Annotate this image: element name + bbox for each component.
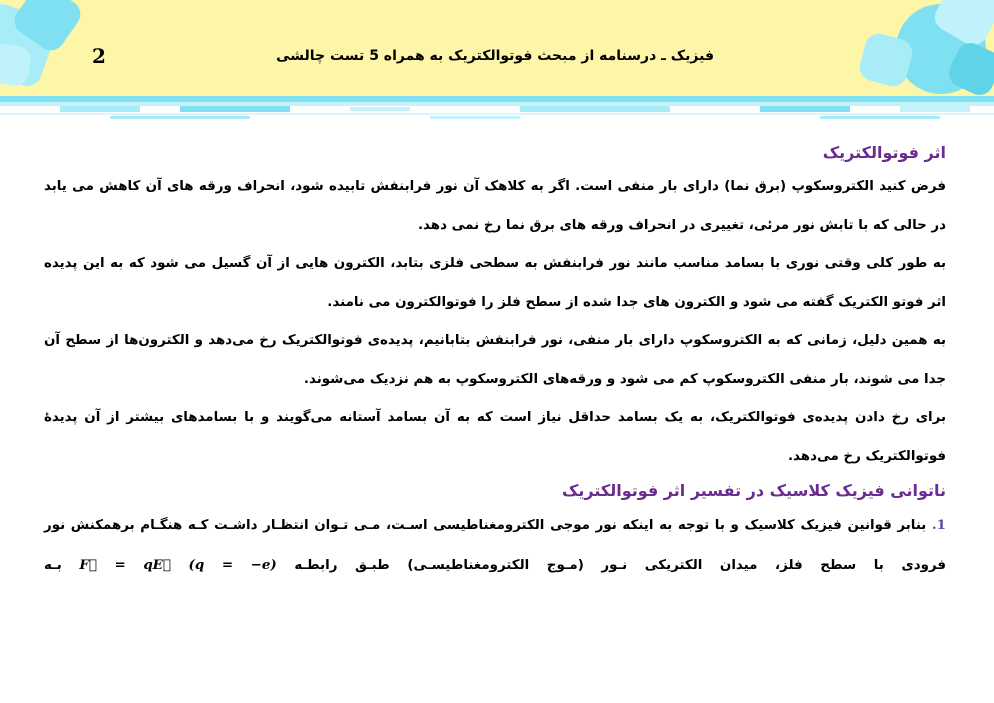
lorentz-formula: F⃗ = qE⃗ (q = −e) bbox=[79, 556, 277, 573]
paragraph-1: فرض کنید الکتروسکوپ (برق نما) دارای بار منفی است. اگر به کلاهک آن نور فرابنفش تابیده شود، انحراف ورقه های آن کاهش می یابد در حالی که با تابش نور مرئی، تغییری در انحراف ورقه های برق نما رخ نمی دهد. bbox=[44, 179, 946, 233]
list-item bbox=[44, 506, 946, 585]
stripe-4 bbox=[180, 106, 290, 112]
stripe-9 bbox=[0, 113, 994, 115]
paragraph-4: برای رخ دادن پدیده‌ی فوتوالکتریک، به یک بسامد حداقل نیاز است که به آن بسامد آستانه می‌گویند و با بسامدهای بیشتر از آن پدیدۀ فوتوالکتریک رخ می‌دهد. bbox=[44, 410, 946, 464]
header-title: فیزیک ـ درسنامه از مبحث فوتوالکتریک به همراه 5 تست چالشی bbox=[276, 48, 714, 64]
page-header bbox=[0, 0, 994, 100]
stripe-6 bbox=[520, 106, 670, 112]
stripe-7 bbox=[760, 106, 850, 112]
list-item-number: 1. bbox=[932, 517, 946, 533]
stripe-12 bbox=[820, 116, 940, 119]
stripe-5 bbox=[350, 107, 410, 111]
page-number: 2 bbox=[92, 44, 106, 68]
stripe-3 bbox=[60, 106, 140, 112]
document-body bbox=[44, 138, 946, 585]
section-heading-classical-failure: ناتوانی فیزیک کلاسیک در تفسیر اثر فوتوالکتریک bbox=[562, 481, 946, 500]
stripe-10 bbox=[110, 116, 250, 119]
header-stripes bbox=[0, 96, 994, 122]
paragraph-3: به همین دلیل، زمانی که به الکتروسکوپ دارای بار منفی، نور فرابنفش بتابانیم، پدیده‌ی فوتوالکتریک رخ می‌دهد و الکترون‌ها از سطح آن جدا می شوند، بار منفی الکتروسکوپ کم می شود و ورقه‌های الکتروسکوپ به هم نزدیک می‌شوند. bbox=[44, 333, 946, 387]
stripe-8 bbox=[900, 106, 970, 112]
list-item-tail: بـه bbox=[44, 557, 62, 573]
stripe-11 bbox=[430, 116, 520, 119]
paragraph-2: به طور کلی وقتی نوری با بسامد مناسب مانند نور فرابنفش به سطحی فلزی بتابد، الکترون هایی از آن گسیل می شود که به این پدیده اثر فوتو الکتریک گفته می شود و الکترون های جدا شده از سطح فلز را فوتوالکترون می نامند. bbox=[44, 256, 946, 310]
section-heading-photoelectric: اثر فوتوالکتریک bbox=[822, 143, 946, 162]
list-item-text: بنابر قوانین فیزیک کلاسیک و با توجه به اینکه نور موجی الکترومغناطیسی اسـت، مـی تـوان انتظـار داشـت کـه هنگـام برهمکنش نور فرودی با سطح فلز، میدان الکتریکی نـور (مـوج الکترومغناطیسـی) طبـق رابطـه bbox=[44, 518, 946, 573]
